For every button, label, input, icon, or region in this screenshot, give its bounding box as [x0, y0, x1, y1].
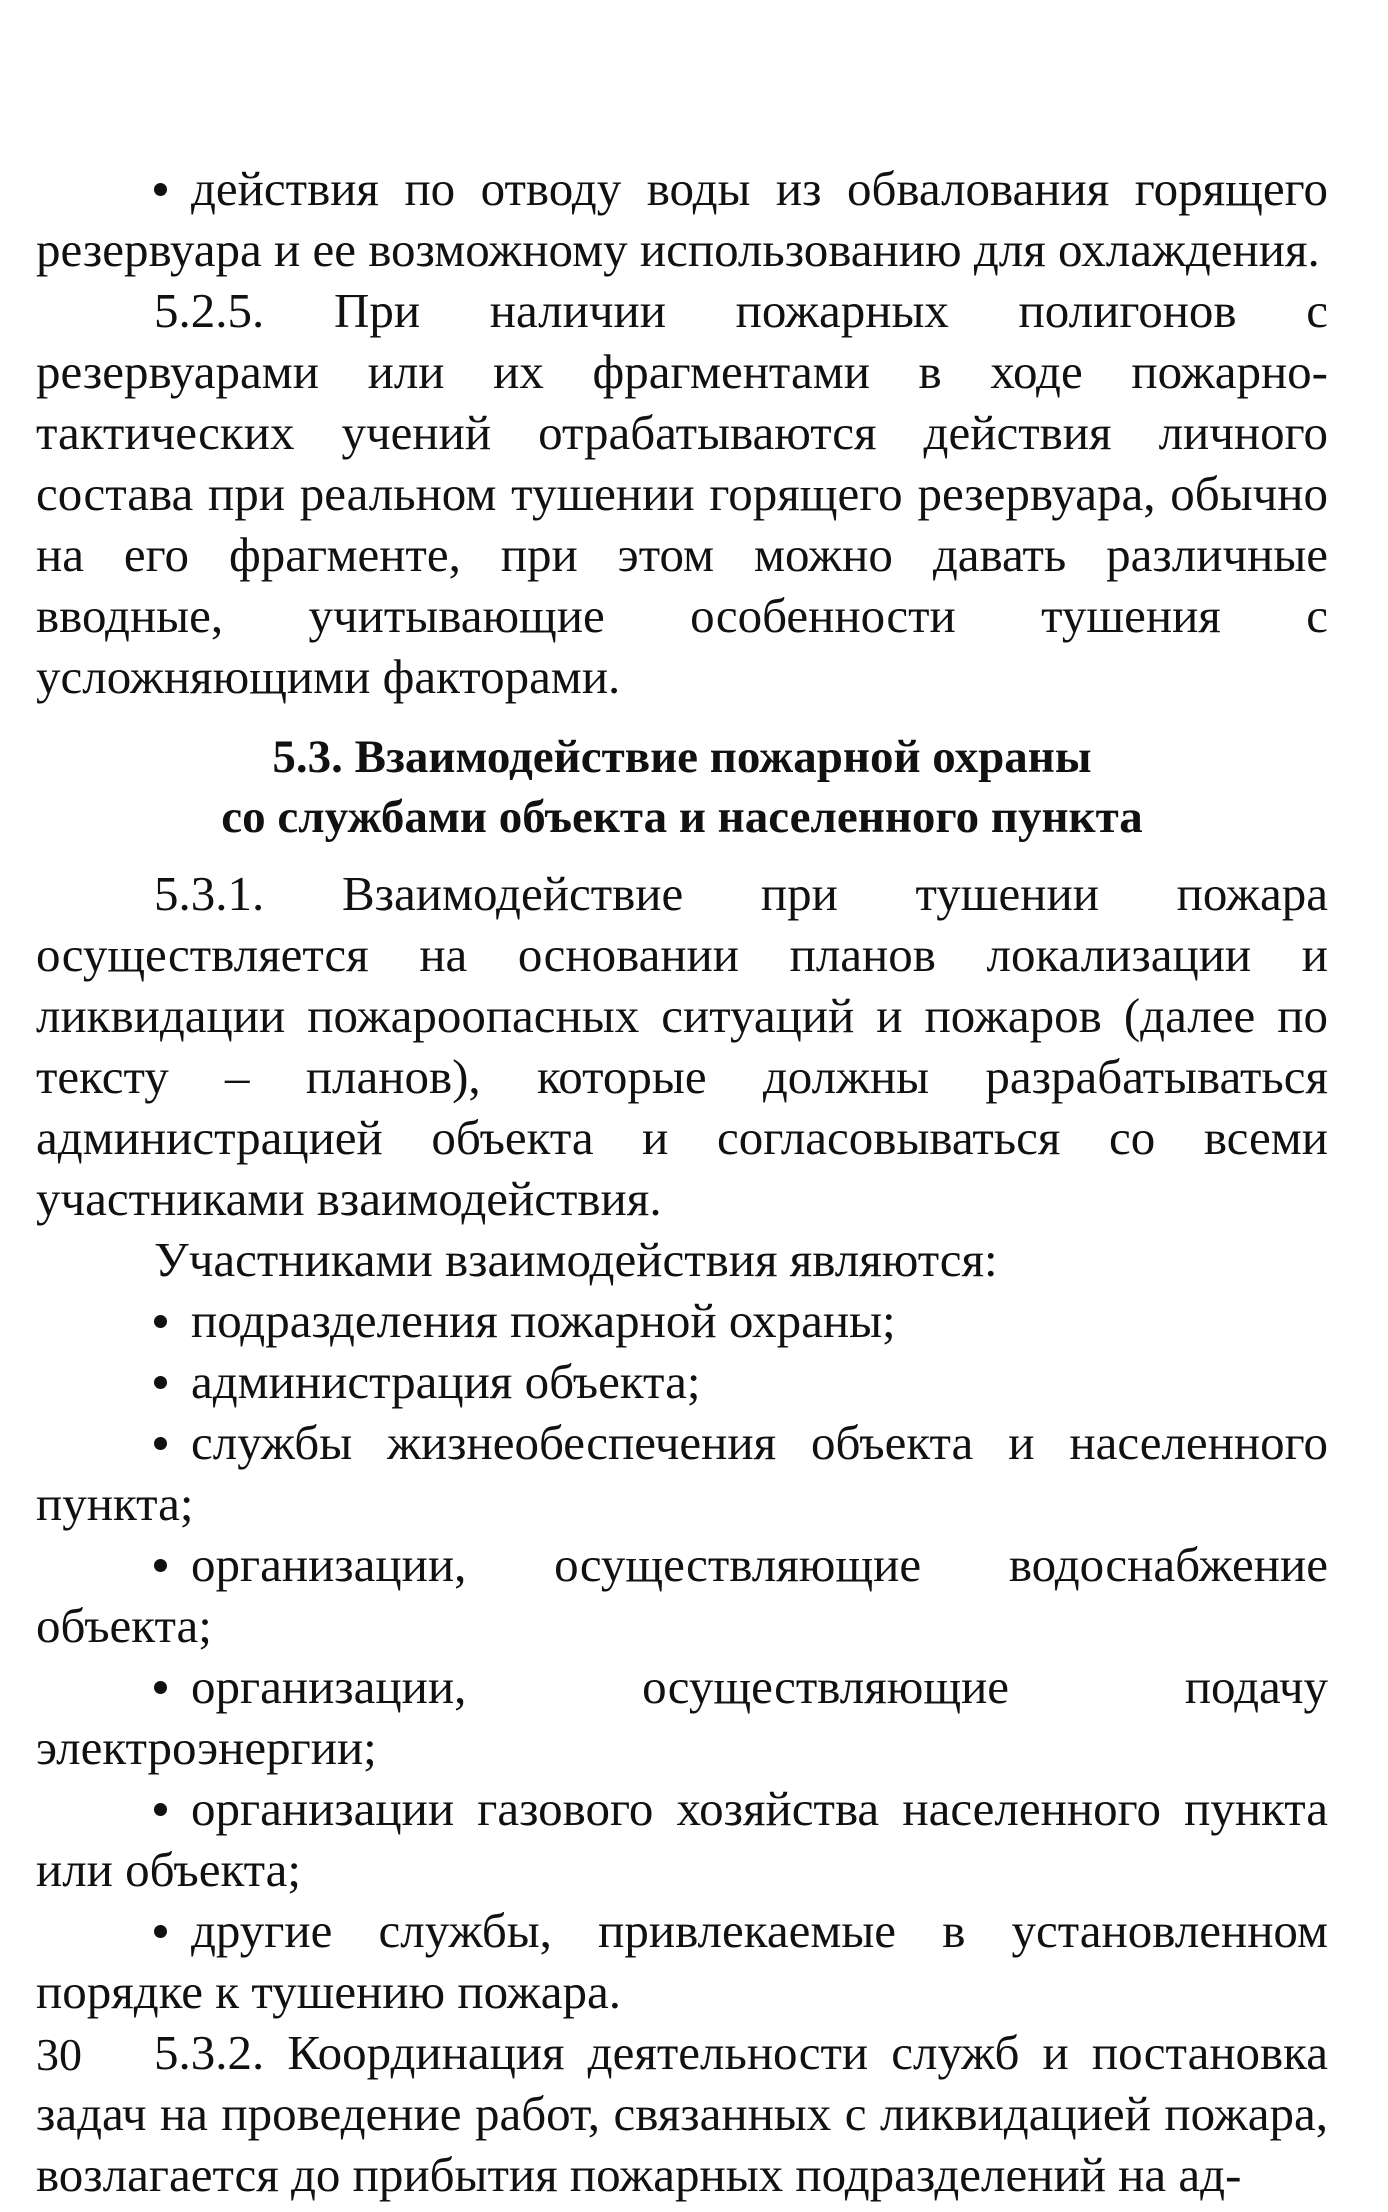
list-item-text: подразделения пожарной охраны; [191, 1293, 896, 1348]
list-item [36, 158, 1328, 280]
bullet-icon [154, 1376, 167, 1389]
list-item [36, 1778, 1328, 1900]
bullet-icon [154, 1437, 167, 1450]
section-heading-line-2: со службами объекта и населенного пункта [221, 791, 1143, 843]
list-item-text: другие службы, привлекаемые в установленном порядке к тушению пожара. [36, 1903, 1328, 2019]
list-item-text: организации газового хозяйства населенного пункта или объекта; [36, 1781, 1328, 1897]
bullet-icon [154, 1925, 167, 1938]
list-item [36, 1290, 1328, 1351]
section-heading-line-1: 5.3. Взаимодействие пожарной охраны [272, 731, 1092, 783]
page-number: 30 [36, 2029, 82, 2080]
list-item [36, 1351, 1328, 1412]
bullet-icon [154, 1559, 167, 1572]
list-item-text: организации, осуществляющие подачу электроэнергии; [36, 1659, 1328, 1775]
section-heading [36, 727, 1328, 847]
bullet-icon [154, 1315, 167, 1328]
list-item [36, 1534, 1328, 1656]
list-item-text: администрация объекта; [191, 1354, 701, 1409]
list-item [36, 1412, 1328, 1534]
list-item-text: организации, осуществляющие водоснабжение объекта; [36, 1537, 1328, 1653]
bullet-icon [154, 1681, 167, 1694]
list-item-text: действия по отводу воды из обвалования горящего резервуара и ее возможному использованию для охлаждения. [36, 161, 1328, 277]
list-item-text: службы жизнеобеспечения объекта и населенного пункта; [36, 1415, 1328, 1531]
bullet-icon [154, 183, 167, 196]
bullet-icon [154, 1803, 167, 1816]
page-body [36, 158, 1328, 2205]
list-item [36, 1900, 1328, 2022]
participants-intro: Участниками взаимодействия являются: [154, 1232, 998, 1287]
list-item [36, 1656, 1328, 1778]
paragraph-5-3-2: 5.3.2. Координация деятельности служб и постановка задач на проведение работ, связанных с ликвидацией пожара, возлагается до прибытия пожарных подразделений на ад- [36, 2025, 1328, 2202]
paragraph-5-2-5: 5.2.5. При наличии пожарных полигонов с резервуарами или их фрагментами в ходе пожарно-тактических учений отрабатываются действия личного состава при реальном тушении горящего резервуара, обычно на его фрагменте, при этом можно давать различные вводные, учитывающие особенности тушения с усложняющими факторами. [36, 283, 1328, 704]
paragraph-5-3-1: 5.3.1. Взаимодействие при тушении пожара осуществляется на основании планов локализации и ликвидации пожароопасных ситуаций и пожаров (далее по тексту – планов), которые должны разрабатываться администрацией объекта и согласовываться со всеми участниками взаимодействия. [36, 866, 1328, 1226]
